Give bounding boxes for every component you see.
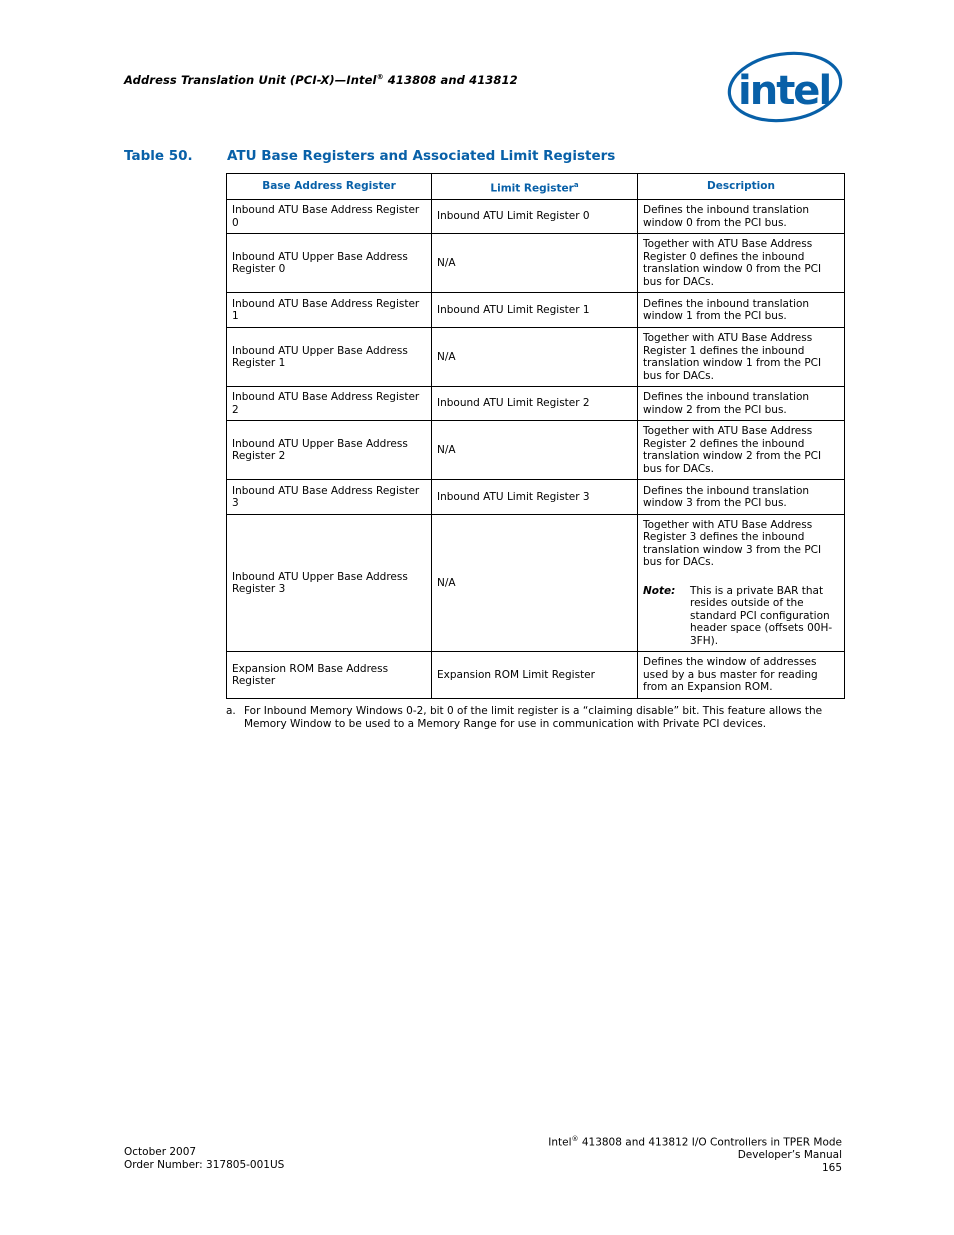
cell-description: Defines the inbound translation window 3 from the PCI bus.	[638, 480, 845, 515]
cell-description: Defines the window of addresses used by a bus master for reading from an Expansion ROM.	[638, 652, 845, 699]
cell-base: Inbound ATU Base Address Register 3	[227, 480, 432, 515]
cell-limit: N/A	[432, 515, 638, 652]
table-row	[227, 652, 845, 699]
header-registered-mark: ®	[376, 73, 384, 82]
cell-base: Inbound ATU Upper Base Address Register 2	[227, 421, 432, 480]
register-table	[226, 173, 845, 699]
cell-limit: N/A	[432, 421, 638, 480]
table-row	[227, 234, 845, 293]
intel-logo	[726, 50, 844, 128]
footer-left	[124, 1146, 284, 1171]
cell-description	[638, 515, 845, 652]
cell-limit: Inbound ATU Limit Register 2	[432, 387, 638, 421]
cell-limit: N/A	[432, 234, 638, 293]
note-block	[643, 585, 839, 648]
table-footnote	[226, 705, 846, 731]
cell-base: Inbound ATU Upper Base Address Register 0	[227, 234, 432, 293]
cell-base: Inbound ATU Upper Base Address Register 1	[227, 328, 432, 387]
cell-description: Defines the inbound translation window 1 from the PCI bus.	[638, 293, 845, 328]
table-row	[227, 200, 845, 234]
cell-limit: Inbound ATU Limit Register 1	[432, 293, 638, 328]
header-title-prefix: Address Translation Unit (PCI-X)—Intel	[124, 73, 377, 87]
cell-base: Inbound ATU Base Address Register 0	[227, 200, 432, 234]
running-header	[124, 73, 518, 87]
footnote-text: For Inbound Memory Windows 0-2, bit 0 of the limit register is a “claiming disable” bit. This feature allows the Memory Window to be used to a Memory Range for use in communication with Private PCI devices.	[244, 705, 823, 730]
footer-product-suffix: 413808 and 413812 I/O Controllers in TPER Mode	[578, 1136, 842, 1149]
table-header-row	[227, 174, 845, 200]
col-header-limit-text: Limit Register	[490, 182, 574, 194]
cell-base: Expansion ROM Base Address Register	[227, 652, 432, 699]
cell-description: Together with ATU Base Address Register 1 defines the inbound translation window 1 from the PCI bus for DACs.	[638, 328, 845, 387]
cell-limit: Inbound ATU Limit Register 0	[432, 200, 638, 234]
cell-base: Inbound ATU Base Address Register 1	[227, 293, 432, 328]
table-row	[227, 328, 845, 387]
note-label: Note:	[643, 584, 676, 597]
table-title: ATU Base Registers and Associated Limit Registers	[227, 148, 616, 164]
footer-product	[548, 1133, 842, 1149]
cell-limit: N/A	[432, 328, 638, 387]
footer-date: October 2007	[124, 1146, 197, 1158]
col-header-base: Base Address Register	[227, 174, 432, 200]
note-text: This is a private BAR that resides outside of the standard PCI configuration header space (offsets 00H-3FH).	[690, 584, 833, 647]
table-row	[227, 515, 845, 652]
table-caption	[124, 148, 616, 164]
cell-base: Inbound ATU Upper Base Address Register 3	[227, 515, 432, 652]
cell-description: Together with ATU Base Address Register 0 defines the inbound translation window 0 from the PCI bus for DACs.	[638, 234, 845, 293]
footer-product-prefix: Intel	[548, 1136, 572, 1149]
cell-description: Together with ATU Base Address Register 2 defines the inbound translation window 2 from the PCI bus for DACs.	[638, 421, 845, 480]
cell-description-text: Together with ATU Base Address Register 3 defines the inbound translation window 3 from the PCI bus for DACs.	[643, 518, 822, 569]
table-row	[227, 421, 845, 480]
footer-order-number: Order Number: 317805-001US	[124, 1158, 285, 1171]
footnote-letter: a.	[226, 705, 236, 717]
footer-right	[548, 1133, 842, 1174]
cell-description: Defines the inbound translation window 0 from the PCI bus.	[638, 200, 845, 234]
footer-registered-mark: ®	[571, 1135, 579, 1143]
table-number: Table 50.	[124, 148, 193, 164]
intel-logo-wordmark: intel	[738, 68, 831, 114]
table-row	[227, 387, 845, 421]
page-number: 165	[821, 1161, 842, 1174]
cell-limit: Expansion ROM Limit Register	[432, 652, 638, 699]
table-row	[227, 480, 845, 515]
cell-limit: Inbound ATU Limit Register 3	[432, 480, 638, 515]
footnote-mark: a	[573, 180, 579, 189]
footer-manual: Developer’s Manual	[737, 1149, 842, 1161]
header-title-suffix: 413808 and 413812	[383, 73, 518, 87]
cell-description: Defines the inbound translation window 2 from the PCI bus.	[638, 387, 845, 421]
col-header-description: Description	[638, 174, 845, 200]
table-row	[227, 293, 845, 328]
col-header-limit	[432, 174, 638, 200]
cell-base: Inbound ATU Base Address Register 2	[227, 387, 432, 421]
